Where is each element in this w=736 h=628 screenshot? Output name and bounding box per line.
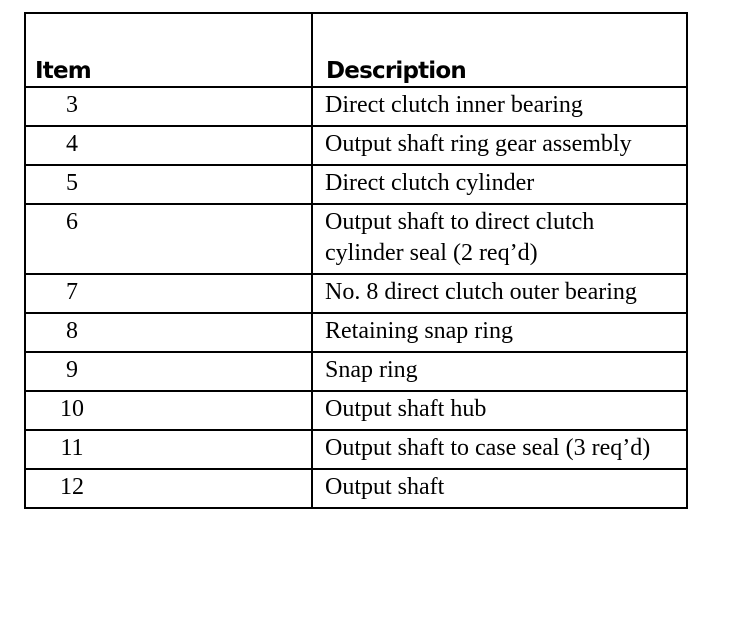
table-body [25, 87, 687, 508]
column-header-item: Item [25, 13, 312, 87]
item-number: 10 [60, 396, 84, 422]
item-cell [25, 126, 312, 165]
table-row [25, 274, 687, 313]
description-cell: No. 8 direct clutch outer bearing [312, 274, 687, 313]
item-number: 3 [66, 92, 78, 118]
table-row [25, 352, 687, 391]
item-number: 12 [60, 474, 84, 500]
item-number: 5 [66, 170, 78, 196]
column-header-description: Description [312, 13, 687, 87]
item-cell [25, 204, 312, 274]
item-cell [25, 274, 312, 313]
table-row [25, 313, 687, 352]
item-cell [25, 391, 312, 430]
table-row [25, 469, 687, 508]
item-number: 11 [60, 435, 84, 461]
parts-table [24, 12, 688, 509]
description-cell: Output shaft to case seal (3 req’d) [312, 430, 687, 469]
item-number: 8 [66, 318, 78, 344]
table-row [25, 391, 687, 430]
table-row [25, 165, 687, 204]
description-cell: Direct clutch inner bearing [312, 87, 687, 126]
table-row [25, 204, 687, 274]
description-cell: Output shaft hub [312, 391, 687, 430]
header-row [25, 13, 687, 87]
item-number: 9 [66, 357, 78, 383]
item-number: 6 [66, 209, 78, 235]
item-cell [25, 352, 312, 391]
table-row [25, 87, 687, 126]
table-row [25, 430, 687, 469]
description-cell: Retaining snap ring [312, 313, 687, 352]
item-cell [25, 469, 312, 508]
description-cell: Output shaft ring gear assembly [312, 126, 687, 165]
item-cell [25, 165, 312, 204]
description-cell: Snap ring [312, 352, 687, 391]
item-number: 7 [66, 279, 78, 305]
item-cell [25, 430, 312, 469]
description-cell: Output shaft [312, 469, 687, 508]
table-row [25, 126, 687, 165]
item-cell [25, 313, 312, 352]
item-number: 4 [66, 131, 78, 157]
description-cell: Output shaft to direct clutch cylinder seal (2 req’d) [312, 204, 687, 274]
item-cell [25, 87, 312, 126]
description-cell: Direct clutch cylinder [312, 165, 687, 204]
